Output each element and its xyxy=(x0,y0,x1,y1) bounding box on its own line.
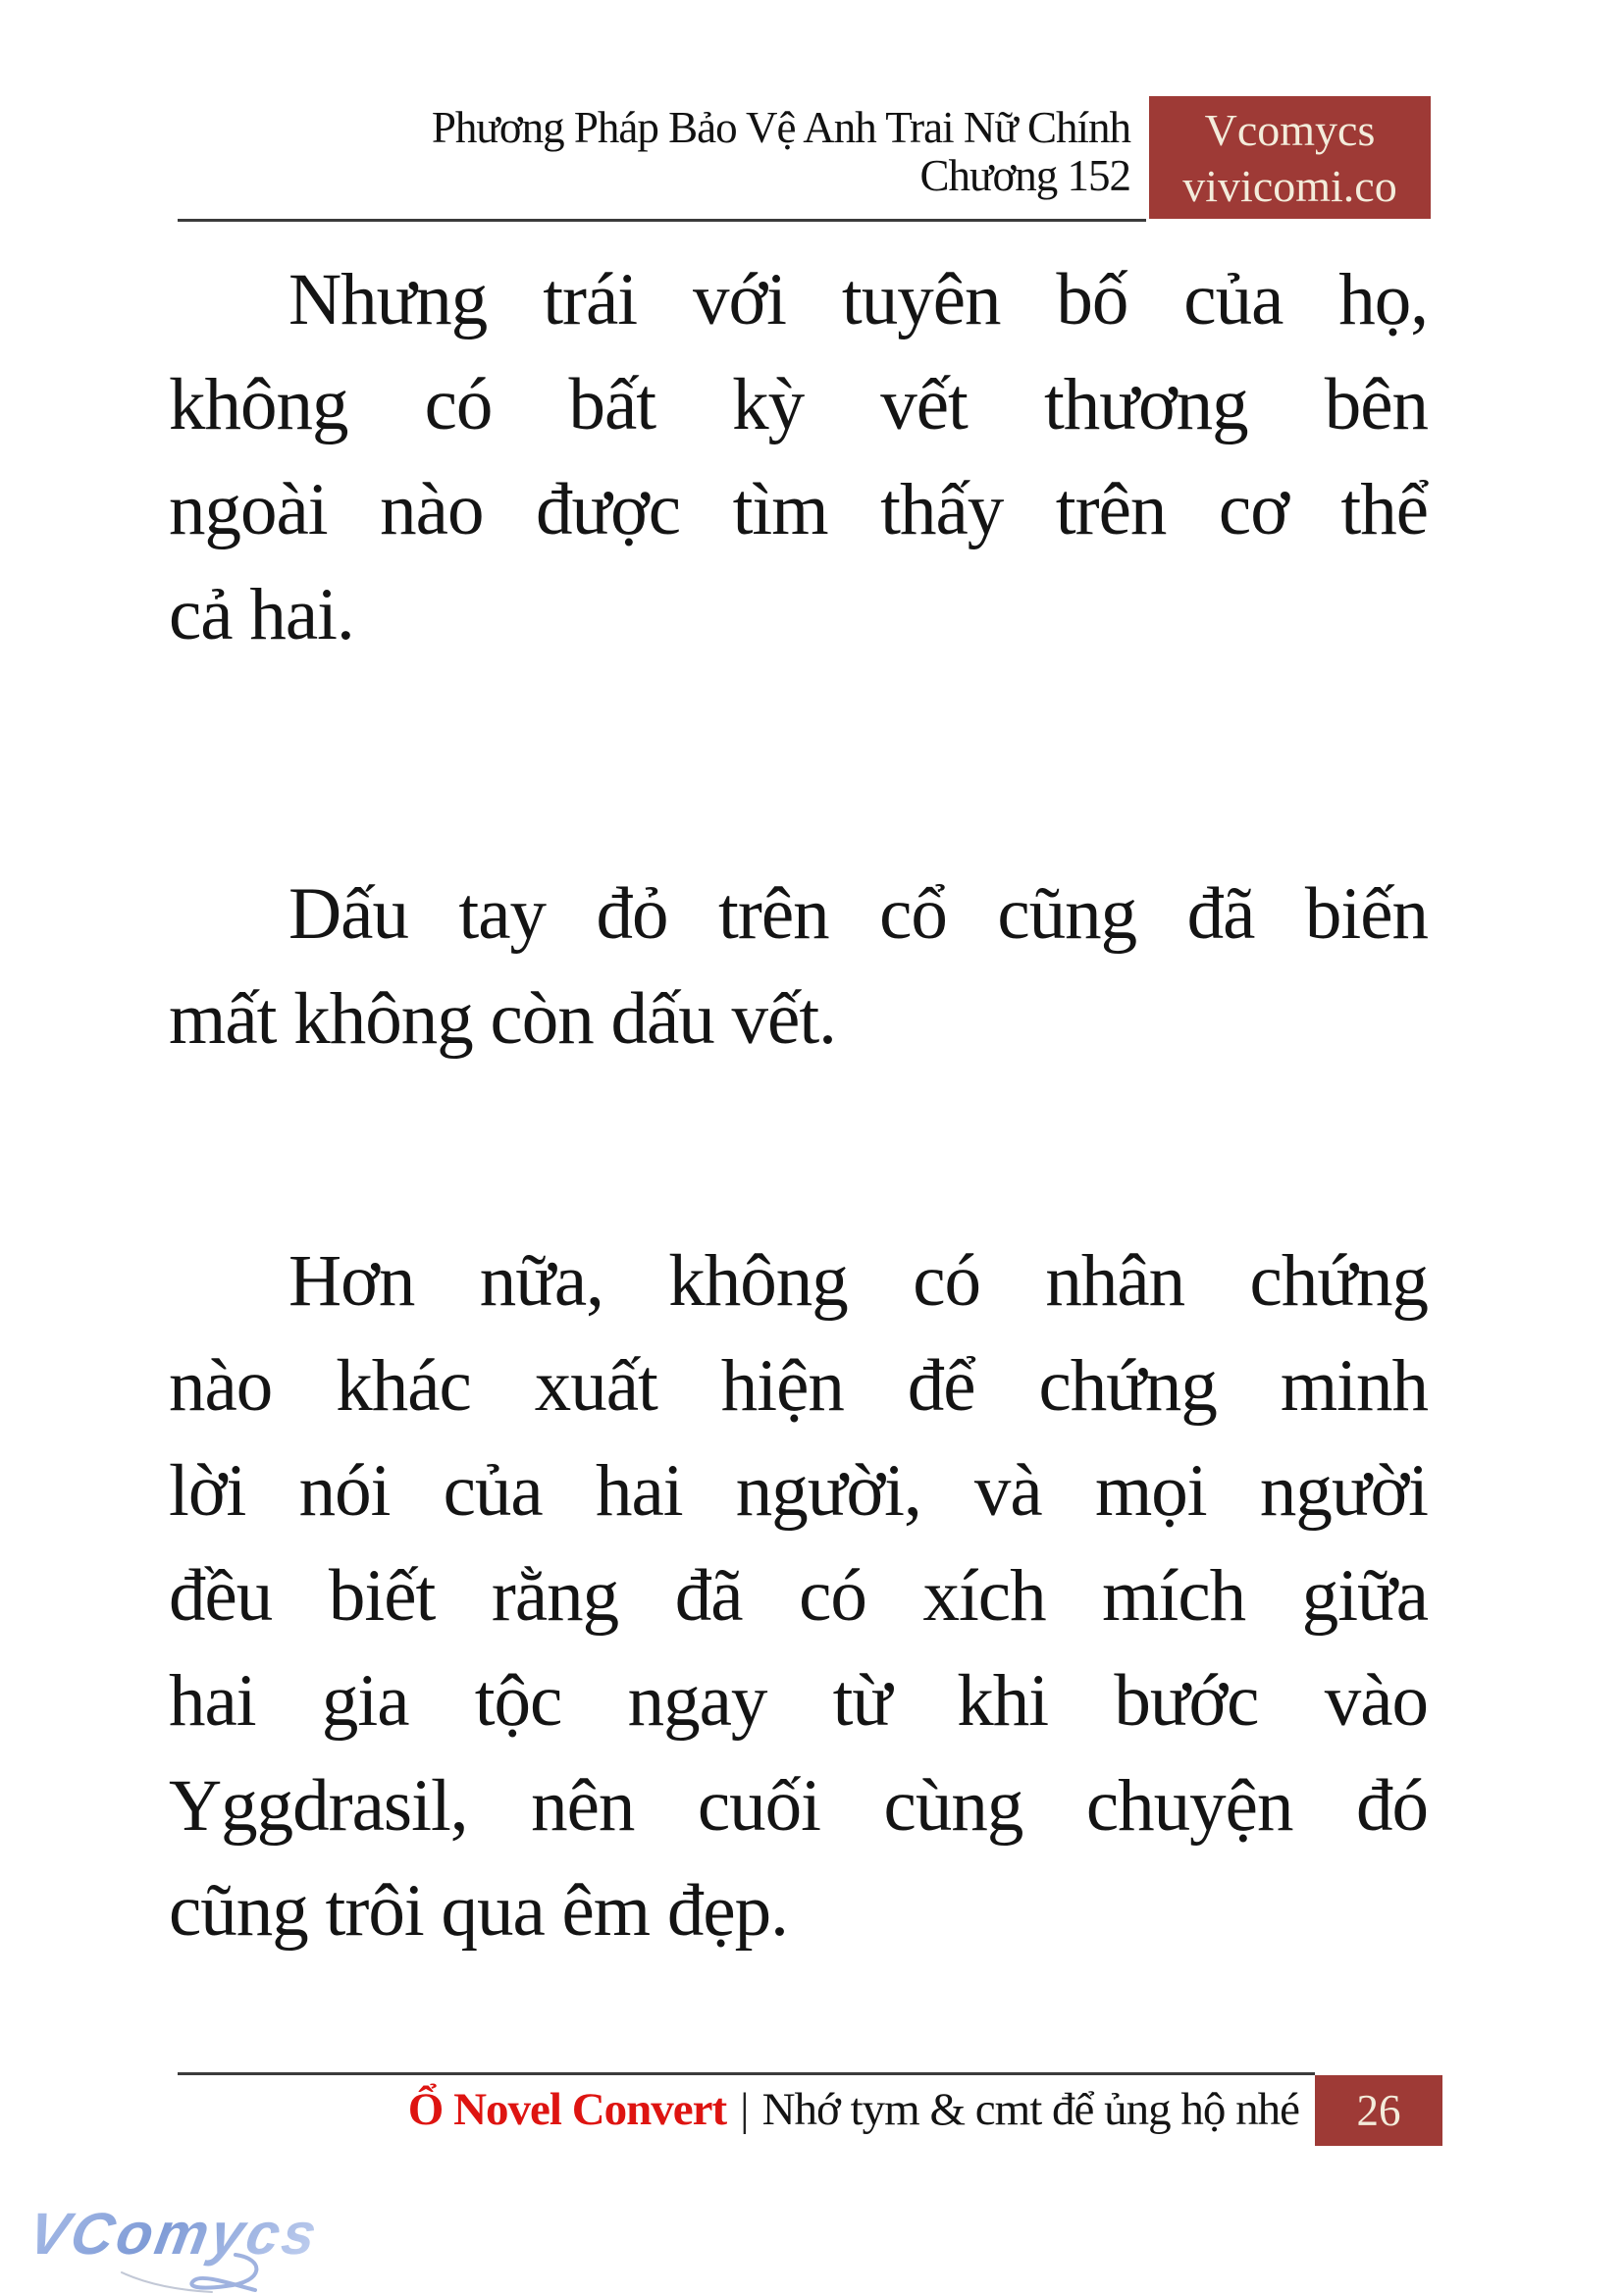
paragraph-3-line: đều biết rằng đã có xích mích giữa xyxy=(169,1555,1428,1637)
footer-separator: | xyxy=(740,2084,749,2135)
paragraph-1-line: Nhưng trái với tuyên bố của họ, xyxy=(288,259,1428,340)
site-badge-name: Vcomycs xyxy=(1204,104,1376,155)
footer-message: Nhớ tym & cmt để ủng hộ nhé xyxy=(761,2084,1299,2135)
vcomycs-watermark-logo: VComycs xyxy=(24,2201,325,2267)
paragraph-3-line: Yggdrasil, nên cuối cùng chuyện đó xyxy=(169,1765,1428,1847)
paragraph-3-line: hai gia tộc ngay từ khi bước vào xyxy=(169,1660,1428,1742)
header-title-block xyxy=(177,104,1130,200)
footer-divider xyxy=(178,2072,1315,2075)
site-badge-url: vivicomi.co xyxy=(1182,160,1397,211)
series-title: Phương Pháp Bảo Vệ Anh Trai Nữ Chính xyxy=(431,103,1130,152)
footer-brand: Ổ Novel Convert xyxy=(407,2084,727,2135)
paragraph-1-line: không có bất kỳ vết thương bên xyxy=(169,364,1428,445)
watermark-flourish-icon xyxy=(118,2253,294,2294)
paragraph-1 xyxy=(169,247,1428,667)
paragraph-3-line: lời nói của hai người, và mọi người xyxy=(169,1450,1428,1532)
paragraph-3 xyxy=(169,1228,1428,1963)
chapter-label: Chương 152 xyxy=(919,151,1130,200)
paragraph-3-line: Hơn nữa, không có nhân chứng xyxy=(288,1240,1428,1322)
header-divider xyxy=(178,219,1146,222)
paragraph-2-line: mất không còn dấu vết. xyxy=(169,978,836,1060)
paragraph-3-line: cũng trôi qua êm đẹp. xyxy=(169,1870,788,1952)
paragraph-2 xyxy=(169,861,1428,1071)
page-number: 26 xyxy=(1356,2086,1401,2135)
paragraph-2-line: Dấu tay đỏ trên cổ cũng đã biến xyxy=(288,873,1428,955)
paragraph-3-line: nào khác xuất hiện để chứng minh xyxy=(169,1345,1428,1427)
paragraph-1-line: ngoài nào được tìm thấy trên cơ thể xyxy=(169,469,1428,550)
page-number-badge xyxy=(1315,2075,1442,2146)
paragraph-1-line: cả hai. xyxy=(169,574,354,655)
site-badge xyxy=(1149,96,1431,219)
footer-credit xyxy=(178,2078,1299,2141)
